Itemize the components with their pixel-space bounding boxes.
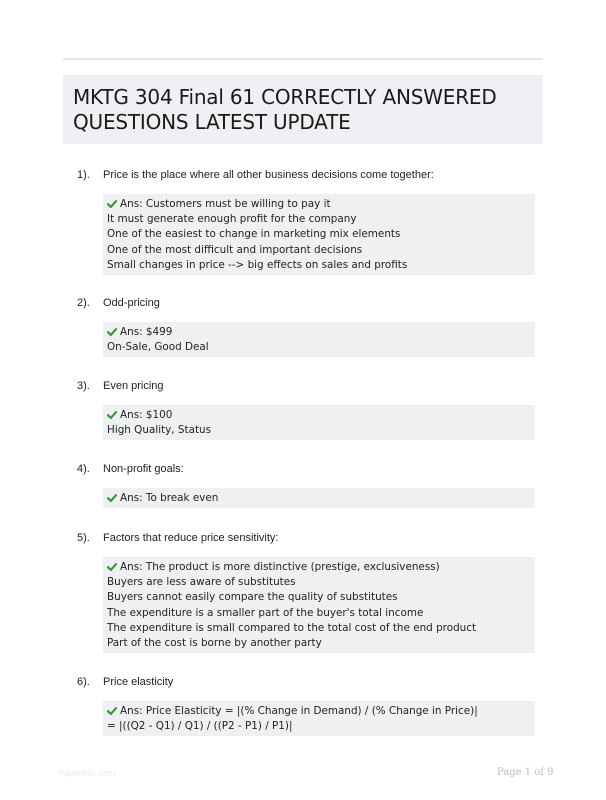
answer-line: Ans: $499	[107, 325, 531, 340]
check-icon	[107, 563, 117, 571]
check-icon	[107, 411, 117, 419]
answer-line: = |((Q2 - Q1) / Q1) / ((P2 - P1) / P1)|	[107, 720, 293, 733]
answer-line: One of the easiest to change in marketing mix elements	[107, 228, 401, 241]
footer-watermark: Papertttic.com	[58, 768, 116, 778]
title-line-1: MKTG 304 Final 61 CORRECTLY ANSWERED	[73, 85, 497, 109]
answer-line: Small changes in price --> big effects on sales and profits	[107, 258, 408, 271]
answer-line: High Quality, Status	[107, 424, 212, 437]
check-icon	[107, 707, 117, 715]
answer-box	[103, 405, 535, 440]
question-number: 1).	[77, 169, 90, 181]
document-title-box	[63, 75, 543, 144]
answer-box	[103, 557, 535, 653]
question-text: Non-profit goals:	[103, 463, 184, 475]
answer-line: Ans: To break even	[107, 491, 531, 506]
answer-line: Ans: $100	[107, 408, 531, 423]
answer-line: It must generate enough profit for the company	[107, 213, 357, 226]
title-line-2: QUESTIONS LATEST UPDATE	[73, 110, 351, 134]
question-number: 5).	[77, 532, 90, 544]
answer-box	[103, 194, 535, 275]
check-icon	[107, 200, 117, 208]
answer-line: The expenditure is a smaller part of the buyer's total income	[107, 606, 424, 619]
page-number: Page 1 of 9	[497, 767, 554, 778]
question-text: Odd-pricing	[103, 297, 160, 309]
answer-line: On-Sale, Good Deal	[107, 341, 209, 354]
question-number: 6).	[77, 676, 90, 688]
question-text: Price elasticity	[103, 676, 174, 688]
question-number: 2).	[77, 297, 90, 309]
answer-line: Ans: The product is more distinctive (prestige, exclusiveness)	[107, 560, 531, 575]
answer-line: One of the most difficult and important decisions	[107, 243, 363, 256]
document-title	[73, 85, 533, 135]
check-icon	[107, 494, 117, 502]
answer-line: The expenditure is small compared to the total cost of the end product	[107, 621, 477, 634]
answer-box	[103, 488, 535, 508]
question-text: Even pricing	[103, 380, 164, 392]
check-icon	[107, 328, 117, 336]
question-text: Price is the place where all other business decisions come together:	[103, 169, 434, 181]
answer-line: Buyers cannot easily compare the quality of substitutes	[107, 591, 398, 604]
answer-line: Part of the cost is borne by another party	[107, 637, 322, 650]
answer-box	[103, 701, 535, 736]
answer-box	[103, 322, 535, 357]
answer-line: Ans: Customers must be willing to pay it	[107, 197, 531, 212]
question-number: 3).	[77, 380, 90, 392]
answer-line: Buyers are less aware of substitutes	[107, 576, 296, 589]
answer-line: Ans: Price Elasticity = |(% Change in Demand) / (% Change in Price)|	[107, 704, 531, 719]
top-divider	[63, 58, 543, 60]
question-number: 4).	[77, 463, 90, 475]
question-text: Factors that reduce price sensitivity:	[103, 532, 279, 544]
